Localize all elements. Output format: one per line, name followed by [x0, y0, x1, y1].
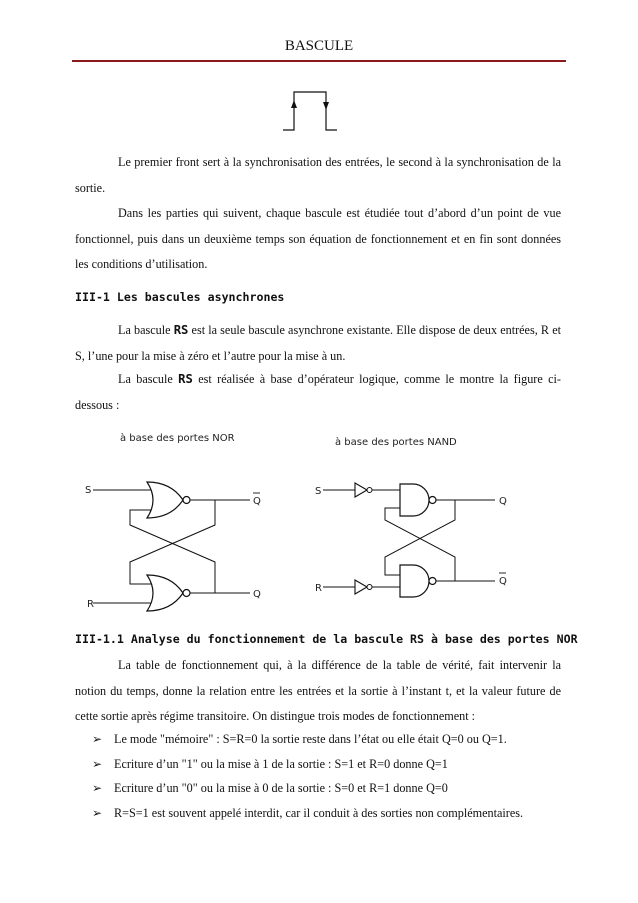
- bullet-arrow-icon: ➢: [92, 756, 103, 771]
- section-heading-async: III-1 Les bascules asynchrones: [75, 290, 285, 304]
- header-divider: [72, 60, 566, 62]
- nand-gate-top: [400, 484, 429, 516]
- paragraph-function-table: La table de fonctionnement qui, à la différence de la table de vérité, fait intervenir la notion du temps, donne la relation entre les entrées et la sortie à l’instant t, et la valeur future de cette sortie après régime transitoire. On distingue trois modes de fonctionnement :: [75, 658, 561, 723]
- nand-caption: à base des portes NAND: [335, 437, 457, 448]
- nand-gate-bottom: [400, 565, 429, 597]
- nor-qbar-label: Q: [253, 496, 261, 507]
- rising-edge-arrow-icon: [291, 100, 297, 108]
- paragraph-sync-edges: Le premier front sert à la synchronisation des entrées, le second à la synchronisation de la sortie.: [75, 155, 561, 195]
- bullet-arrow-icon: ➢: [92, 805, 103, 820]
- nand-latch-diagram: [305, 420, 535, 610]
- nor-q-label: Q: [253, 589, 261, 600]
- nand-s-label: S: [315, 486, 322, 497]
- nand-qbar-label: Q: [499, 576, 507, 587]
- paragraph-rs-logic: La bascule RS est réalisée à base d’opérateur logique, comme le montre la figure ci-dessous :: [75, 372, 561, 412]
- nand-r-inverter: [355, 580, 367, 594]
- list-item: ➢ Le mode "mémoire" : S=R=0 la sortie reste dans l’état ou elle était Q=0 ou Q=1.: [92, 727, 572, 752]
- rs-term: RS: [173, 323, 189, 337]
- paragraph-study-plan: Dans les parties qui suivent, chaque bascule est étudiée tout d’abord d’un point de vue fonctionnel, puis dans un deuxième temps son équation de fonctionnement et en fin sont données les conditions d’utilisation.: [75, 206, 561, 271]
- nor-top-bubble: [183, 497, 190, 504]
- page-header-title: BASCULE: [284, 38, 354, 54]
- nand-r-label: R: [315, 583, 322, 594]
- list-item: ➢ R=S=1 est souvent appelé interdit, car il conduit à des sorties non complémentaires.: [92, 801, 572, 826]
- falling-edge-arrow-icon: [323, 102, 329, 110]
- nor-gate-top: [147, 482, 183, 518]
- list-item: ➢ Ecriture d’un "0" ou la mise à 0 de la sortie : S=0 et R=1 donne Q=0: [92, 776, 572, 801]
- nor-r-label: R: [87, 599, 94, 610]
- nand-s-inverter: [355, 483, 367, 497]
- bullet-arrow-icon: ➢: [92, 732, 103, 746]
- nor-s-label: S: [85, 485, 92, 496]
- nand-q-label: Q: [499, 496, 507, 507]
- clock-pulse-diagram: [275, 80, 345, 140]
- pulse-waveform: [283, 92, 337, 130]
- section-heading-nor-analysis: III-1.1 Analyse du fonctionnement de la bascule RS à base des portes NOR: [75, 632, 578, 646]
- rs-term: RS: [178, 372, 193, 386]
- bullet-arrow-icon: ➢: [92, 781, 103, 795]
- nor-caption: à base des portes NOR: [120, 433, 235, 444]
- nor-latch-diagram: [75, 420, 295, 620]
- paragraph-rs-intro: La bascule RS est la seule bascule asynchrone existante. Elle dispose de deux entrées, R et S, l’une pour la mise à zéro et l’autre pour la mise à un.: [75, 323, 561, 363]
- nor-gate-bottom: [147, 575, 183, 611]
- nor-bottom-bubble: [183, 590, 190, 597]
- modes-list: [92, 727, 572, 825]
- list-item: ➢ Ecriture d’un "1" ou la mise à 1 de la sortie : S=1 et R=0 donne Q=1: [92, 752, 572, 777]
